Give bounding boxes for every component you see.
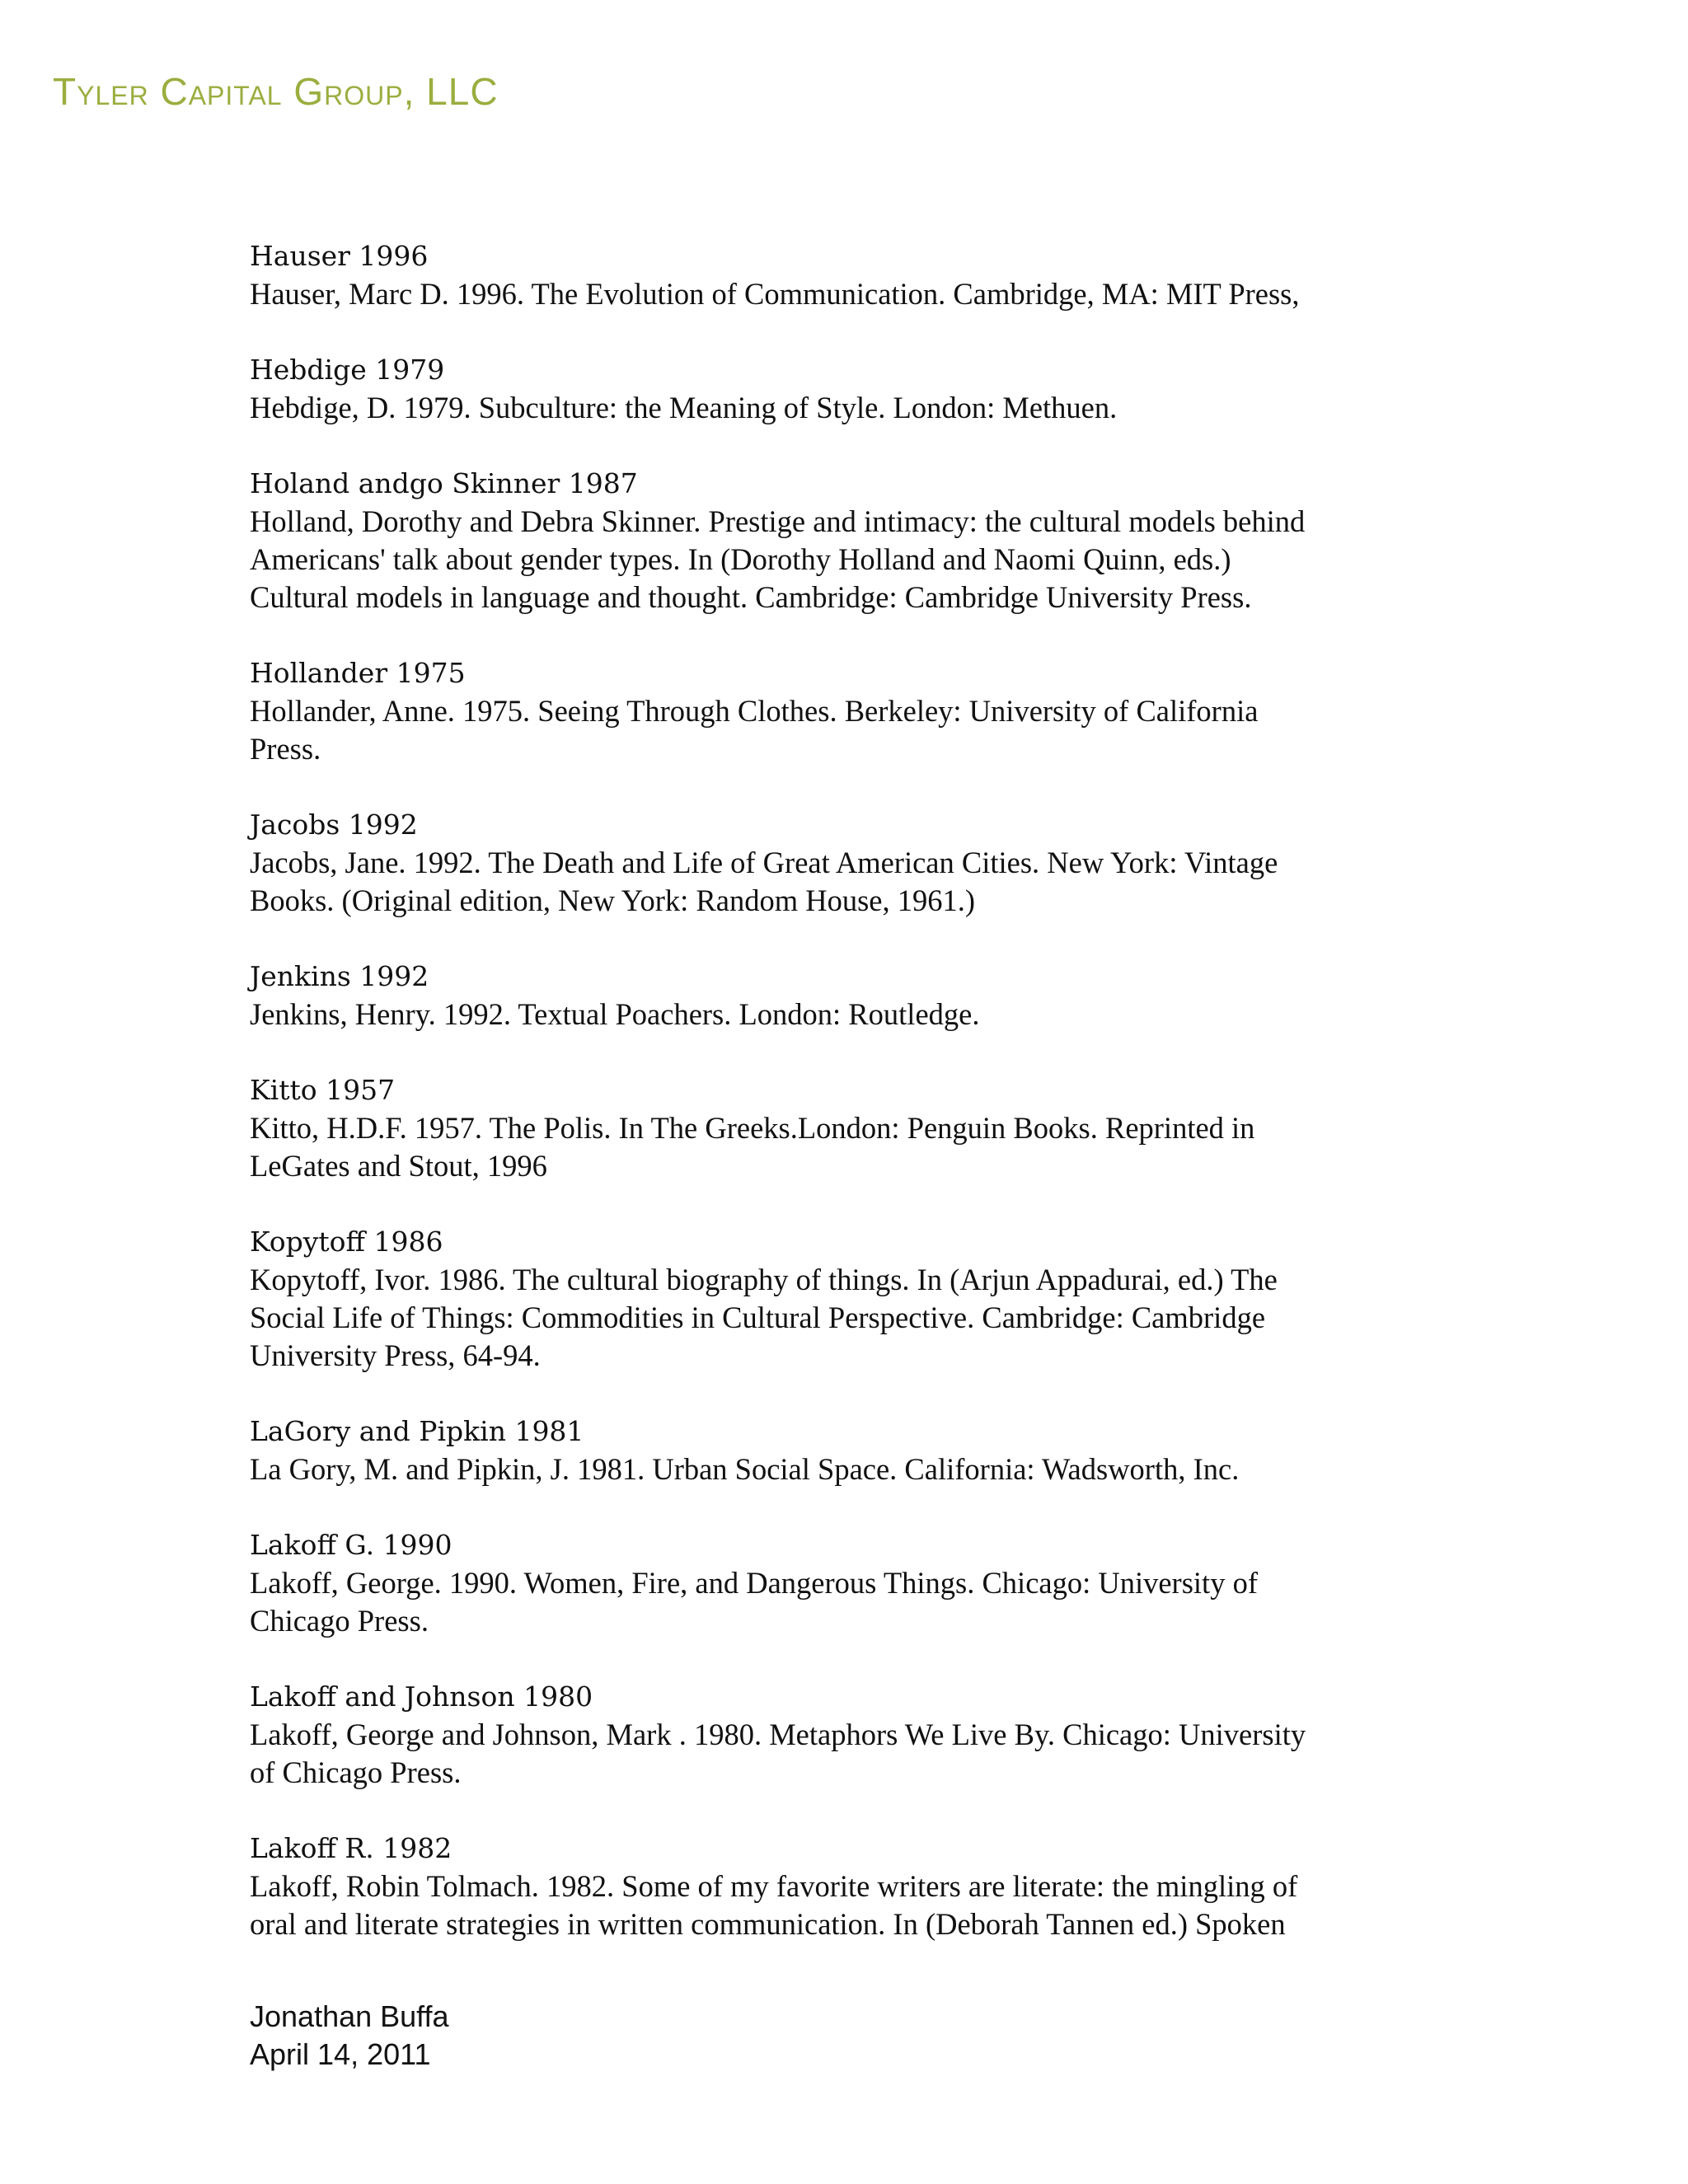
reference-citation: Kitto, H.D.F. 1957. The Polis. In The Greeks.London: Penguin Books. Reprinted in LeGates and Stout, 1996	[250, 1111, 1255, 1183]
reference-entry	[250, 237, 1486, 313]
reference-entry	[250, 1223, 1486, 1375]
reference-entry	[250, 1678, 1486, 1792]
company-header: Tyler Capital Group, LLC	[53, 70, 499, 113]
reference-key: Holand andgo Skinner 1987	[250, 467, 638, 499]
reference-citation: Hebdige, D. 1979. Subculture: the Meaning of Style. London: Methuen.	[250, 391, 1118, 424]
reference-key: Kitto 1957	[250, 1074, 396, 1106]
reference-citation: Jacobs, Jane. 1992. The Death and Life of Great American Cities. New York: Vintage Books. (Original edition, New York: Random House, 1961.)	[250, 846, 1278, 917]
signature-block	[250, 1998, 449, 2074]
reference-entry	[250, 958, 1486, 1033]
reference-citation: La Gory, M. and Pipkin, J. 1981. Urban Social Space. California: Wadsworth, Inc.	[250, 1452, 1240, 1486]
reference-key: Kopytoff 1986	[250, 1226, 443, 1258]
reference-citation: Jenkins, Henry. 1992. Textual Poachers. London: Routledge.	[250, 997, 980, 1031]
reference-citation: Hollander, Anne. 1975. Seeing Through Clothes. Berkeley: University of California Press.	[250, 694, 1259, 766]
reference-citation: Holland, Dorothy and Debra Skinner. Prestige and intimacy: the cultural models behind Americans' talk about gender types. In (Dorothy Holland and Naomi Quinn, eds.) Cultural models in language and thought. Cambridge: Cambridge University Press.	[250, 504, 1306, 614]
reference-citation: Lakoff, George. 1990. Women, Fire, and Dangerous Things. Chicago: University of Chicago Press.	[250, 1566, 1258, 1638]
reference-key: Lakoff and Johnson 1980	[250, 1680, 593, 1713]
reference-key: Jenkins 1992	[250, 960, 429, 992]
reference-key: Hollander 1975	[250, 657, 466, 689]
reference-citation: Lakoff, Robin Tolmach. 1982. Some of my favorite writers are literate: the mingling of oral and literate strategies in written communication. In (Deborah Tannen ed.) Spoken	[250, 1869, 1298, 1941]
reference-entry	[250, 1830, 1486, 1943]
reference-entry	[250, 351, 1486, 427]
author-name: Jonathan Buffa	[250, 1999, 449, 2033]
reference-entry	[250, 806, 1486, 920]
reference-entry	[250, 1413, 1486, 1488]
reference-key: LaGory and Pipkin 1981	[250, 1415, 584, 1447]
reference-entry	[250, 1526, 1486, 1640]
reference-citation: Kopytoff, Ivor. 1986. The cultural biography of things. In (Arjun Appadurai, ed.) The Social Life of Things: Commodities in Cultural Perspective. Cambridge: Cambridge University Press, 64-94.	[250, 1263, 1278, 1372]
document-date: April 14, 2011	[250, 2037, 431, 2071]
reference-key: Lakoff G. 1990	[250, 1529, 452, 1561]
reference-key: Hebdige 1979	[250, 354, 445, 386]
reference-entry	[250, 1071, 1486, 1185]
reference-key: Hauser 1996	[250, 240, 429, 272]
reference-list	[250, 237, 1486, 1981]
reference-key: Lakoff R. 1982	[250, 1832, 452, 1864]
reference-entry	[250, 654, 1486, 768]
reference-entry	[250, 465, 1486, 616]
reference-citation: Hauser, Marc D. 1996. The Evolution of Communication. Cambridge, MA: MIT Press,	[250, 277, 1300, 311]
reference-citation: Lakoff, George and Johnson, Mark . 1980. Metaphors We Live By. Chicago: University of Chicago Press.	[250, 1718, 1306, 1789]
reference-key: Jacobs 1992	[250, 808, 418, 841]
